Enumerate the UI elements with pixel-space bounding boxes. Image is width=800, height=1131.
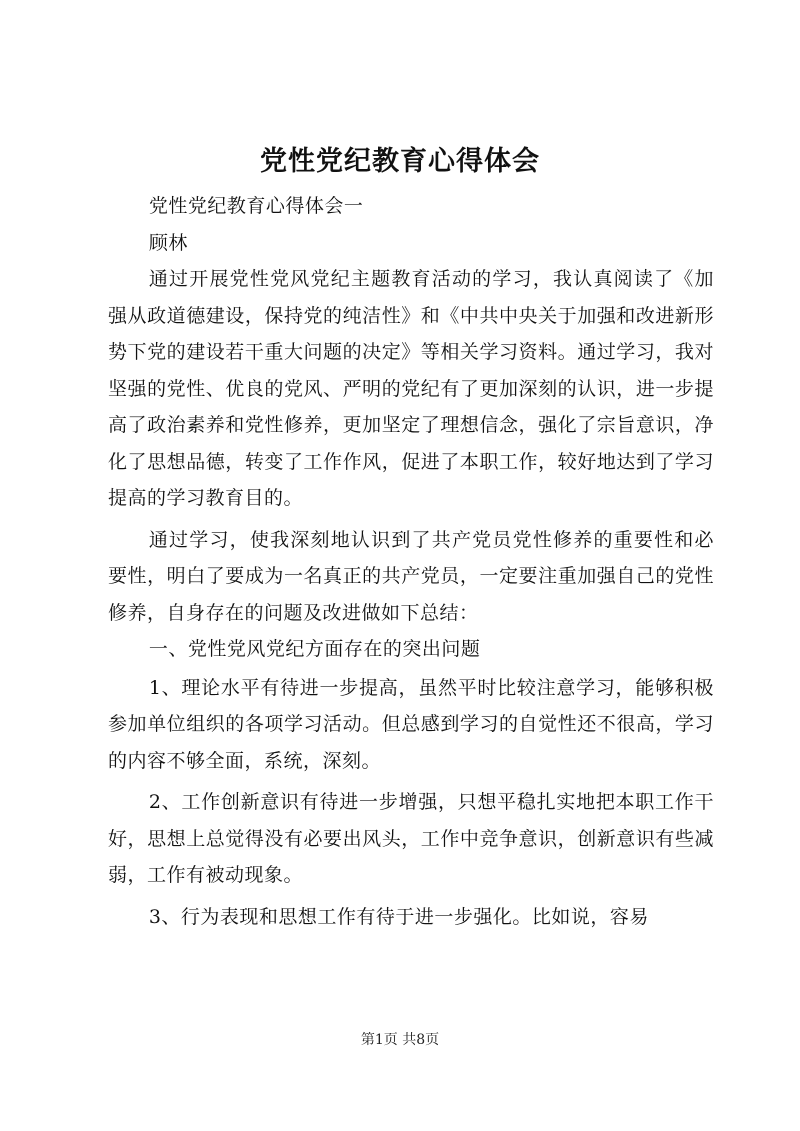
author-paragraph: 顾林 — [148, 231, 188, 254]
document-title: 党性党纪教育心得体会 — [260, 146, 540, 177]
body-paragraph: 通过开展党性党风党纪主题教育活动的学习，我认真阅读了《加强从政道德建设，保持党的纯洁性》和《中共中央关于加强和改进新形势下党的建设若干重大问题的决定》等相关学习资料。通过学习，我对坚强的党性、优良的党风、严明的党纪有了更加深刻的认识，进一步提高了政治素养和党性修养，更加坚定了理想信念，强化了宗旨意识，净化了思想品德，转变了工作作风，促进了本职工作，较好地达到了学习提高的学习教育目的。 — [108, 268, 714, 509]
page-number-footer: 第1页 共8页 — [360, 1032, 440, 1048]
subtitle-paragraph: 党性党纪教育心得体会一 — [148, 195, 364, 217]
body-paragraph: 3、行为表现和思想工作有待于进一步强化。比如说，容易 — [148, 905, 649, 928]
document-body — [108, 188, 714, 935]
body-paragraph: 2、工作创新意识有待进一步增强，只想平稳扎实地把本职工作干好，思想上总觉得没有必要出风头，工作中竞争意识，创新意识有些减弱，工作有被动现象。 — [108, 791, 714, 886]
body-paragraph: 1、理论水平有待进一步提高，虽然平时比较注意学习，能够积极参加单位组织的各项学习活动。但总感到学习的自觉性还不很高，学习的内容不够全面，系统，深刻。 — [108, 676, 714, 772]
section-heading: 一、党性党风党纪方面存在的突出问题 — [148, 638, 481, 660]
body-paragraph: 通过学习，使我深刻地认识到了共产党员党性修养的重要性和必要性，明白了要成为一名真正的共产党员，一定要注重加强自己的党性修养，自身存在的问题及改进做如下总结： — [108, 528, 714, 624]
